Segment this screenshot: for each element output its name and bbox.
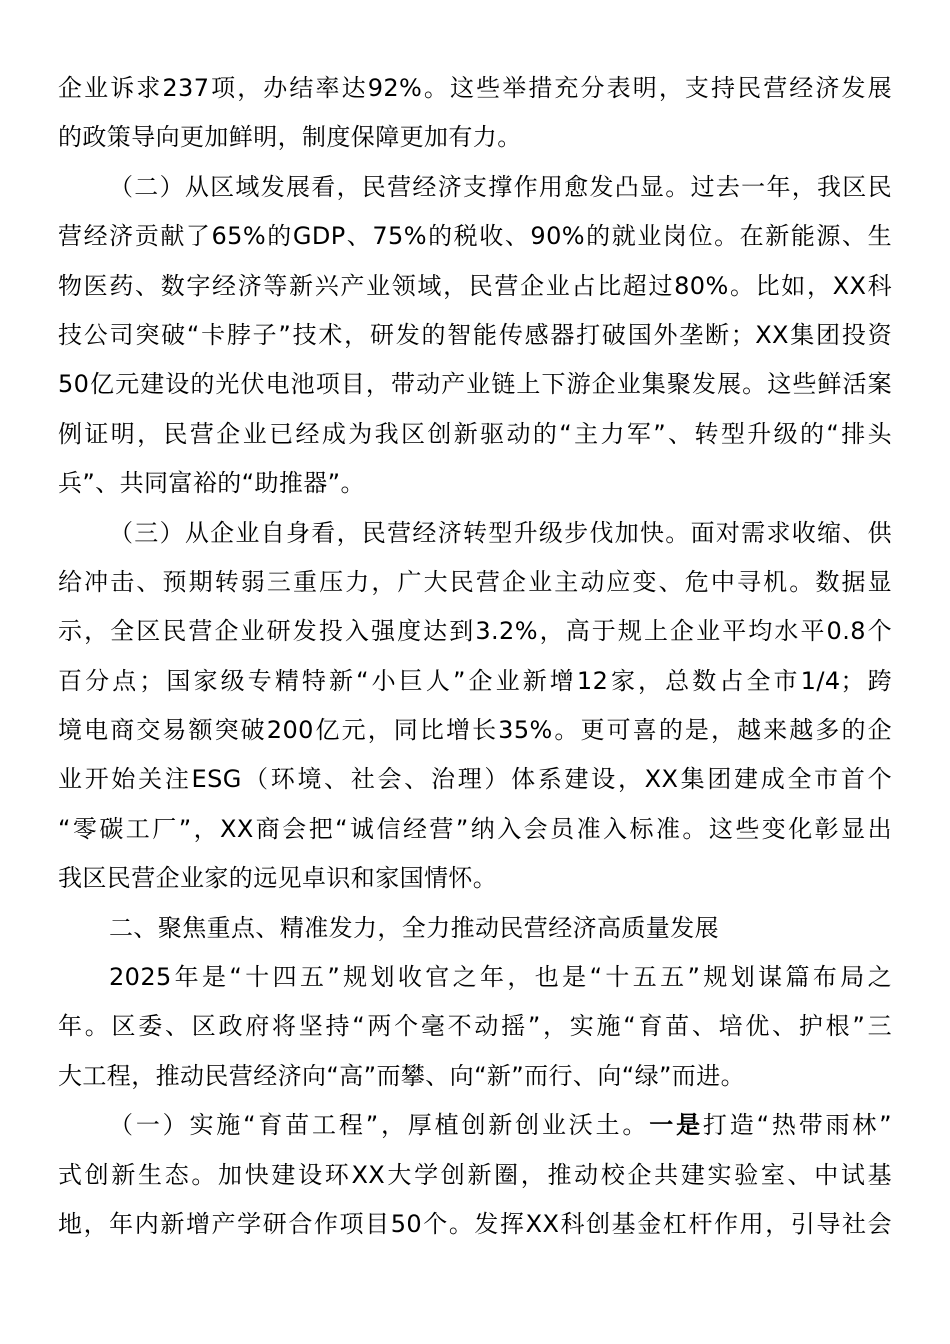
paragraph-regional-development	[58, 163, 892, 509]
paragraph-seedling-project	[58, 1101, 892, 1249]
text-line: 兵”、共同富裕的“助推器”。	[58, 469, 365, 498]
paragraph-policy-summary	[58, 64, 892, 163]
bold-run: 一是	[649, 1111, 703, 1140]
text-line: 式创新生态。加快建设环XX大学创新圈，推动校企共建实验室、中试基	[58, 1160, 892, 1189]
paragraph-2025-plan	[58, 953, 892, 1101]
text-line: 业开始关注ESG（环境、社会、治理）体系建设，XX集团建成全市首个	[58, 765, 892, 794]
text-line: 营经济贡献了65%的GDP、75%的税收、90%的就业岗位。在新能源、生	[58, 222, 892, 251]
text-line: 50亿元建设的光伏电池项目，带动产业链上下游企业集聚发展。这些鲜活案	[58, 370, 892, 399]
text-line: （三）从企业自身看，民营经济转型升级步伐加快。面对需求收缩、供	[109, 518, 892, 547]
text-line: “零碳工厂”，XX商会把“诚信经营”纳入会员准入标准。这些变化彰显出	[58, 814, 892, 843]
text-line-mixed	[58, 1101, 892, 1150]
text-line: 境电商交易额突破200亿元，同比增长35%。更可喜的是，越来越多的企	[58, 716, 892, 745]
text-line: 我区民营企业家的远见卓识和家国情怀。	[58, 864, 498, 893]
text-run: （一）实施“育苗工程”，厚植创新创业沃土。	[109, 1111, 650, 1140]
text-line: 地，年内新增产学研合作项目50个。发挥XX科创基金杠杆作用，引导社会	[58, 1209, 892, 1238]
text-line: 百分点；国家级专精特新“小巨人”企业新增12家，总数占全市1/4；跨	[58, 666, 892, 695]
text-line: 2025年是“十四五”规划收官之年，也是“十五五”规划谋篇布局之	[109, 963, 892, 992]
text-line: 示，全区民营企业研发投入强度达到3.2%，高于规上企业平均水平0.8个	[58, 617, 892, 646]
text-line: （二）从区域发展看，民营经济支撑作用愈发凸显。过去一年，我区民	[109, 172, 892, 201]
heading-line: 二、聚焦重点、精准发力，全力推动民营经济高质量发展	[109, 913, 719, 942]
text-run: 打造“热带雨林”	[702, 1111, 892, 1140]
section-heading-2	[58, 904, 892, 953]
text-line: 企业诉求237项，办结率达92%。这些举措充分表明，支持民营经济发展	[58, 74, 892, 102]
text-line: 物医药、数字经济等新兴产业领域，民营企业占比超过80%。比如，XX科	[58, 271, 892, 300]
text-line: 技公司突破“卡脖子”技术，研发的智能传感器打破国外垄断；XX集团投资	[58, 320, 892, 349]
text-line: 的政策导向更加鲜明，制度保障更加有力。	[58, 123, 522, 152]
document-body	[58, 64, 892, 1249]
text-line: 例证明，民营企业已经成为我区创新驱动的“主力军”、转型升级的“排头	[58, 419, 892, 448]
paragraph-enterprise-transformation	[58, 509, 892, 904]
text-line: 年。区委、区政府将坚持“两个毫不动摇”，实施“育苗、培优、护根”三	[58, 1012, 892, 1041]
text-line: 给冲击、预期转弱三重压力，广大民营企业主动应变、危中寻机。数据显	[58, 567, 892, 596]
text-line: 大工程，推动民营经济向“高”而攀、向“新”而行、向“绿”而进。	[58, 1061, 745, 1090]
